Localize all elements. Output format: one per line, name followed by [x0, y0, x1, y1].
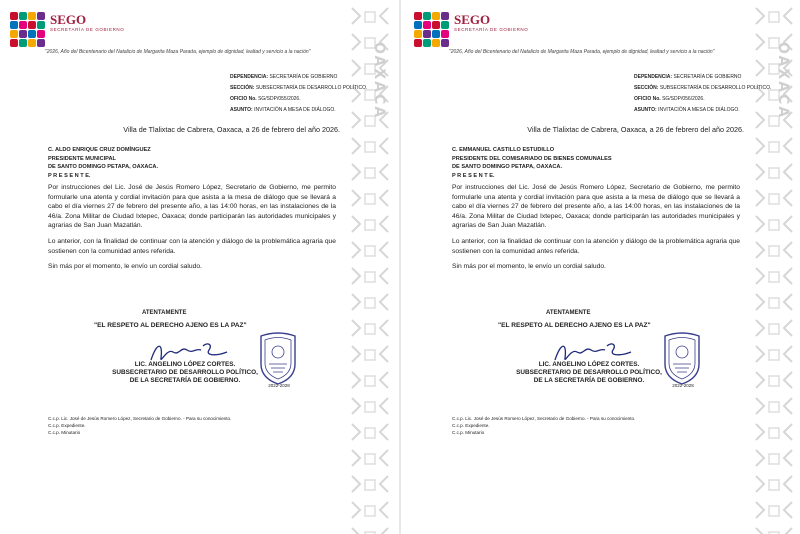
copies-list	[48, 415, 231, 436]
body-paragraph: Lo anterior, con la finalidad de continuar con la atención y diálogo de la problemática agraria que sostienen con la comunidad antes referida.	[48, 237, 336, 255]
metadata-label: OFICIO No.	[230, 96, 257, 102]
metadata-label: SECCIÓN:	[230, 85, 255, 91]
copy-line: C.c.p. Expediente.	[48, 423, 86, 428]
year-motto: "2026, Año del Bicentenario del Natalicio de Margarita Maza Parada, ejemplo de dignidad, lealtad y servicio a la nación"	[449, 49, 715, 55]
body-paragraph: Por instrucciones del Lic. José de Jesús Romero López, Secretario de Gobierno, me permito formularle una atenta y cordial invitación para que asista a la mesa de diálogo que se llevará a cabo el día viernes 27 de febrero del presente año, a las 14:00 horas, en las instalaciones de la 46/a. Zona Militar de Ciudad Ixtepec, Oaxaca; donde participarán las autoridades municipales y agrarias de San Juan Mazatlán.	[452, 184, 740, 230]
metadata-label: ASUNTO:	[230, 107, 253, 113]
place-date: Villa de Tlalixtac de Cabrera, Oaxaca, a 26 de febrero del año 2026.	[123, 125, 340, 134]
brand-name: SEGO	[454, 12, 491, 27]
metadata-row	[230, 94, 360, 105]
signer-name	[110, 361, 260, 386]
body-paragraph: Sin más por el momento, le envío un cordial saludo.	[452, 263, 606, 271]
document-metadata	[634, 72, 772, 116]
oaxaca-watermark-text: OAXACA	[775, 42, 791, 120]
metadata-row	[634, 83, 772, 94]
letter-body	[48, 183, 336, 278]
metadata-value: SG/SDP/055/2026.	[258, 96, 301, 102]
page-divider	[399, 0, 401, 534]
document-metadata	[230, 72, 368, 116]
metadata-row	[634, 94, 764, 105]
addressee	[48, 146, 158, 180]
oaxaca-logo-icon	[10, 12, 46, 48]
letter-page-left	[0, 0, 396, 534]
addressee-line: PRESIDENTE DEL COMISARIADO DE BIENES COMUNALES	[452, 155, 612, 162]
sego-brand	[454, 13, 528, 33]
year-motto: "2026, Año del Bicentenario del Natalicio de Margarita Maza Parada, ejemplo de dignidad, lealtad y servicio a la nación"	[45, 49, 311, 55]
metadata-label: OFICIO No.	[634, 96, 661, 102]
place-date: Villa de Tlalixtac de Cabrera, Oaxaca, a 26 de febrero del año 2026.	[527, 125, 744, 134]
body-paragraph: Lo anterior, con la finalidad de continuar con la atención y diálogo de la problemática agraria que sostienen con la comunidad antes referida.	[452, 237, 740, 255]
signer-name	[514, 361, 664, 386]
closing-motto: "EL RESPETO AL DERECHO AJENO ES LA PAZ"	[498, 322, 651, 329]
metadata-row	[634, 72, 764, 83]
metadata-value: SG/SDP/056/2026.	[662, 96, 705, 102]
signer-line: SUBSECRETARIO DE DESARROLLO POLÍTICO,	[112, 369, 258, 377]
metadata-row	[230, 72, 360, 83]
metadata-row	[230, 83, 368, 94]
signer-line: DE LA SECRETARÍA DE GOBIERNO.	[533, 377, 645, 385]
brand-name: SEGO	[50, 12, 87, 27]
brand-subtitle: SECRETARÍA DE GOBIERNO	[50, 27, 125, 32]
addressee-line: PRESIDENTE MUNICIPAL	[48, 155, 116, 162]
copy-line: C.c.p. Lic. José de Jesús Romero López, Secretario de Gobierno. - Para su conocimiento.	[452, 416, 636, 421]
oaxaca-logo-icon	[414, 12, 450, 48]
addressee-line: C. EMMANUEL CASTILLO ESTUDILLO	[452, 147, 555, 153]
copy-line: C.c.p. Expediente.	[452, 423, 490, 428]
signer-line: DE LA SECRETARÍA DE GOBIERNO.	[129, 377, 241, 385]
metadata-row	[634, 105, 764, 116]
signature-block	[452, 310, 752, 405]
signature-block	[48, 310, 348, 405]
metadata-value: INVITACIÓN A MESA DE DIÁLOGO.	[658, 107, 740, 113]
signer-line: LIC. ANGELINO LÓPEZ CORTES.	[134, 361, 236, 368]
official-seal-icon	[659, 330, 705, 386]
signer-line: SUBSECRETARIO DE DESARROLLO POLÍTICO,	[516, 369, 662, 377]
metadata-value: SUBSECRETARÍA DE DESARROLLO POLÍTICO.	[255, 85, 368, 91]
copy-line: C.c.p. Minutario	[452, 430, 485, 435]
sego-brand	[50, 13, 124, 33]
closing: ATENTAMENTE	[546, 310, 591, 316]
metadata-value: SECRETARÍA DE GOBIERNO	[673, 74, 742, 80]
oaxaca-watermark-text: OAXACA	[371, 42, 387, 120]
seal-year: 2022-2028	[672, 383, 694, 388]
metadata-value: INVITACIÓN A MESA DE DIÁLOGO.	[254, 107, 336, 113]
metadata-row	[230, 105, 360, 116]
body-paragraph: Por instrucciones del Lic. José de Jesús Romero López, Secretario de Gobierno, me permito formularle una atenta y cordial invitación para que asista a la mesa de diálogo que se llevará a cabo el día viernes 27 de febrero del presente año, a las 14:00 horas, en las instalaciones de la 46/a. Zona Militar de Ciudad Ixtepec, Oaxaca; donde participarán las autoridades municipales y agrarias de San Juan Mazatlán.	[48, 184, 336, 230]
copies-list	[452, 415, 635, 436]
seal-year: 2022-2028	[268, 383, 290, 388]
addressee	[452, 146, 612, 180]
metadata-label: DEPENDENCIA:	[634, 74, 673, 80]
letter-body	[452, 183, 740, 278]
addressee-line: P R E S E N T E.	[48, 172, 91, 179]
signer-line: LIC. ANGELINO LÓPEZ CORTES.	[538, 361, 640, 368]
metadata-label: SECCIÓN:	[634, 85, 659, 91]
metadata-label: ASUNTO:	[634, 107, 657, 113]
metadata-label: DEPENDENCIA:	[230, 74, 269, 80]
official-seal-icon	[255, 330, 301, 386]
closing: ATENTAMENTE	[142, 310, 187, 316]
addressee-line: DE SANTO DOMINGO PETAPA, OAXACA.	[452, 164, 563, 170]
closing-motto: "EL RESPETO AL DERECHO AJENO ES LA PAZ"	[94, 322, 247, 329]
letter-page-right	[404, 0, 800, 534]
copy-line: C.c.p. Lic. José de Jesús Romero López, Secretario de Gobierno. - Para su conocimiento.	[48, 416, 232, 421]
addressee-line: C. ALDO ENRIQUE CRUZ DOMÍNGUEZ	[48, 147, 151, 153]
addressee-line: P R E S E N T E.	[452, 172, 495, 179]
copy-line: C.c.p. Minutario	[48, 430, 81, 435]
metadata-value: SECRETARÍA DE GOBIERNO	[269, 74, 338, 80]
metadata-value: SUBSECRETARÍA DE DESARROLLO POLÍTICO.	[659, 85, 772, 91]
brand-subtitle: SECRETARÍA DE GOBIERNO	[454, 27, 529, 32]
body-paragraph: Sin más por el momento, le envío un cordial saludo.	[48, 263, 202, 271]
addressee-line: DE SANTO DOMINGO PETAPA, OAXACA.	[48, 164, 159, 170]
